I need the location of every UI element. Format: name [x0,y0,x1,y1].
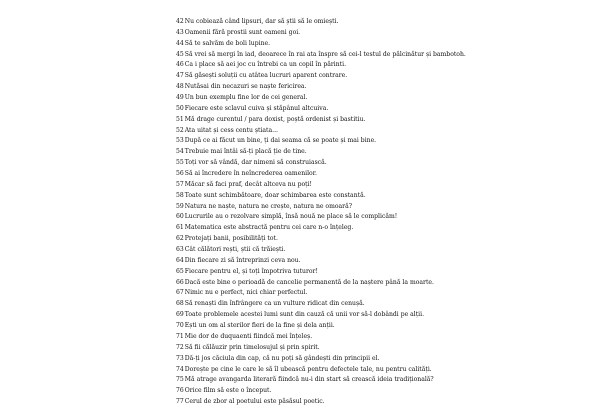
quote-line [176,126,586,137]
quote-number: 66 [176,278,184,286]
quote-number: 68 [176,300,184,308]
quote-text: Dacă este bine o perioadă de cancelie permanentă de la naștere până la moarte. [184,278,434,286]
quote-text: Măcar să faci praf, decât altceva nu poți! [184,180,312,188]
quote-number: 61 [176,224,184,232]
quote-number: 44 [176,39,184,47]
quote-number: 53 [176,137,184,145]
quote-text: Orice film să este o început. [184,387,272,395]
quote-number: 65 [176,267,184,275]
quote-number: 75 [176,376,184,384]
quote-text: Un bun exemplu fine lor de cei general. [184,94,308,102]
quote-text: Dorește pe cine le care le să îl ubească pentru defectele tale, nu pentru calități. [184,365,432,373]
quote-line [176,60,586,71]
quote-text: Mă atrage avangarda literară fiindcă nu-i din start să crească ideia tradițională? [184,376,434,384]
quote-text: Cât călători rești, știi că trăiești. [184,246,286,254]
quote-text: Nutăsai din necazuri se naște fericirea. [184,83,307,91]
quote-number: 50 [176,104,184,112]
quote-line [176,234,586,245]
quote-number: 42 [176,18,184,25]
quote-line [176,39,586,50]
quote-text: Fiecare este sclavul cuiva și stăpânul altcuiva. [184,104,329,112]
quote-line [176,104,586,115]
quote-line [176,136,586,147]
quote-text: Să vrei să mergi în iad, deoarece în rai ata înspre să cei-l testul de pălcinătur și bambotoh. [184,50,466,58]
quote-line [176,332,586,343]
quote-text: Mă drage curentul / para doxist, poștă ordenist și bastitiu. [184,115,366,123]
quote-line [176,158,586,169]
quote-line [176,278,586,289]
quote-text: Din fiecare zi să întreprinzi ceva nou. [184,256,301,264]
quote-line [176,212,586,223]
quote-text: Mie dor de duquaenti fiindcă mei înțeleș. [184,332,313,340]
quote-list [176,17,586,408]
quote-line [176,191,586,202]
quote-number: 51 [176,115,184,123]
quote-line [176,245,586,256]
quote-text: Cerul de zbor al poetului este păsăsul poetic. [184,398,325,406]
quote-line [176,267,586,278]
quote-line [176,223,586,234]
quote-number: 71 [176,332,184,340]
quote-line [176,310,586,321]
quote-line [176,169,586,180]
quote-number: 52 [176,126,184,134]
quote-text: Să găsești soluții cu atâtea lucruri aparent contrare. [184,72,348,80]
quote-text: Să renaști din înfrângere ca un vulture ridicat din cenușă. [184,300,365,308]
quote-number: 55 [176,159,184,167]
quote-number: 72 [176,343,184,351]
quote-line [176,354,586,365]
quote-number: 46 [176,61,184,69]
quote-text: Nimic nu e perfect, nici chiar perfectul. [184,289,308,297]
quote-line [176,93,586,104]
quote-number: 76 [176,387,184,395]
quote-line [176,17,586,28]
quote-text: Oamenii fără prostii sunt oameni goi. [184,28,301,36]
quote-number: 49 [176,94,184,102]
quote-text: Nu cobiează când lipsuri, dar să știi să le omiești. [184,18,339,25]
quote-number: 74 [176,365,184,373]
quote-text: Ca i place să aei joc cu întrebi ca un copil în părinti. [184,61,347,69]
quote-number: 54 [176,148,184,156]
quote-number: 56 [176,170,184,178]
quote-number: 77 [176,398,184,406]
quote-number: 45 [176,50,184,58]
quote-line [176,50,586,61]
quote-line [176,386,586,397]
quote-number: 62 [176,235,184,243]
quote-text: Matematica este abstractă pentru cei care n-o înțeleg. [184,224,354,232]
quote-line [176,365,586,376]
quote-text: După ce ai făcut un bine, ți dai seama că se poate și mai bine. [184,137,377,145]
quote-text: Fiecare pentru el, și toți împotriva tuturor! [184,267,318,275]
quote-number: 60 [176,213,184,221]
quote-line [176,202,586,213]
quote-line [176,82,586,93]
quote-number: 43 [176,28,184,36]
quote-line [176,375,586,386]
quote-number: 58 [176,191,184,199]
quote-number: 57 [176,180,184,188]
quote-line [176,299,586,310]
quote-text: Să te salvăm de boli lupine. [184,39,271,47]
quote-number: 64 [176,256,184,264]
quote-number: 73 [176,354,184,362]
quote-text: Protejați banii, posibilități tot. [184,235,278,243]
quote-text: Dă-ți jos căciula din cap, că nu poți să gândești din principii el. [184,354,380,362]
quote-text: Toate sunt schimbătoare, doar schimbarea este constantă. [184,191,366,199]
quote-line [176,321,586,332]
quote-text: Toate problemele acestei lumi sunt din cauză că unii vor să-l dobândi pe alții. [184,311,425,319]
quote-number: 47 [176,72,184,80]
quote-line [176,28,586,39]
quote-number: 69 [176,311,184,319]
quote-line [176,115,586,126]
quote-line [176,147,586,158]
quote-line [176,343,586,354]
quote-number: 59 [176,202,184,210]
quote-line [176,180,586,191]
quote-text: Lucrurile au o rezolvare simplă, însă nouă ne place să le complicăm! [184,213,398,221]
quote-line [176,71,586,82]
quote-text: Natura ne naște, natura ne crește, natura ne omoară? [184,202,352,210]
quote-text: Să fii călăuzir prin timelosujul și prin spirit. [184,343,320,351]
quote-text: Ata uitat și cess centu știata... [184,126,278,134]
quote-number: 70 [176,322,184,330]
quote-text: Toți vor să vândă, dar nimeni să construiască. [184,159,327,167]
quote-line [176,397,586,408]
quote-text: Trebuie mai întâi să-ți placă ție de tine. [184,148,307,156]
quote-number: 67 [176,289,184,297]
quote-text: Ești un om al sterilor fieri de la fine și dela anții. [184,322,335,330]
quote-line [176,288,586,299]
quote-line [176,256,586,267]
quote-text: Să ai încredere în neîncrederea oamenilor. [184,170,317,178]
quote-number: 48 [176,83,184,91]
quote-number: 63 [176,246,184,254]
